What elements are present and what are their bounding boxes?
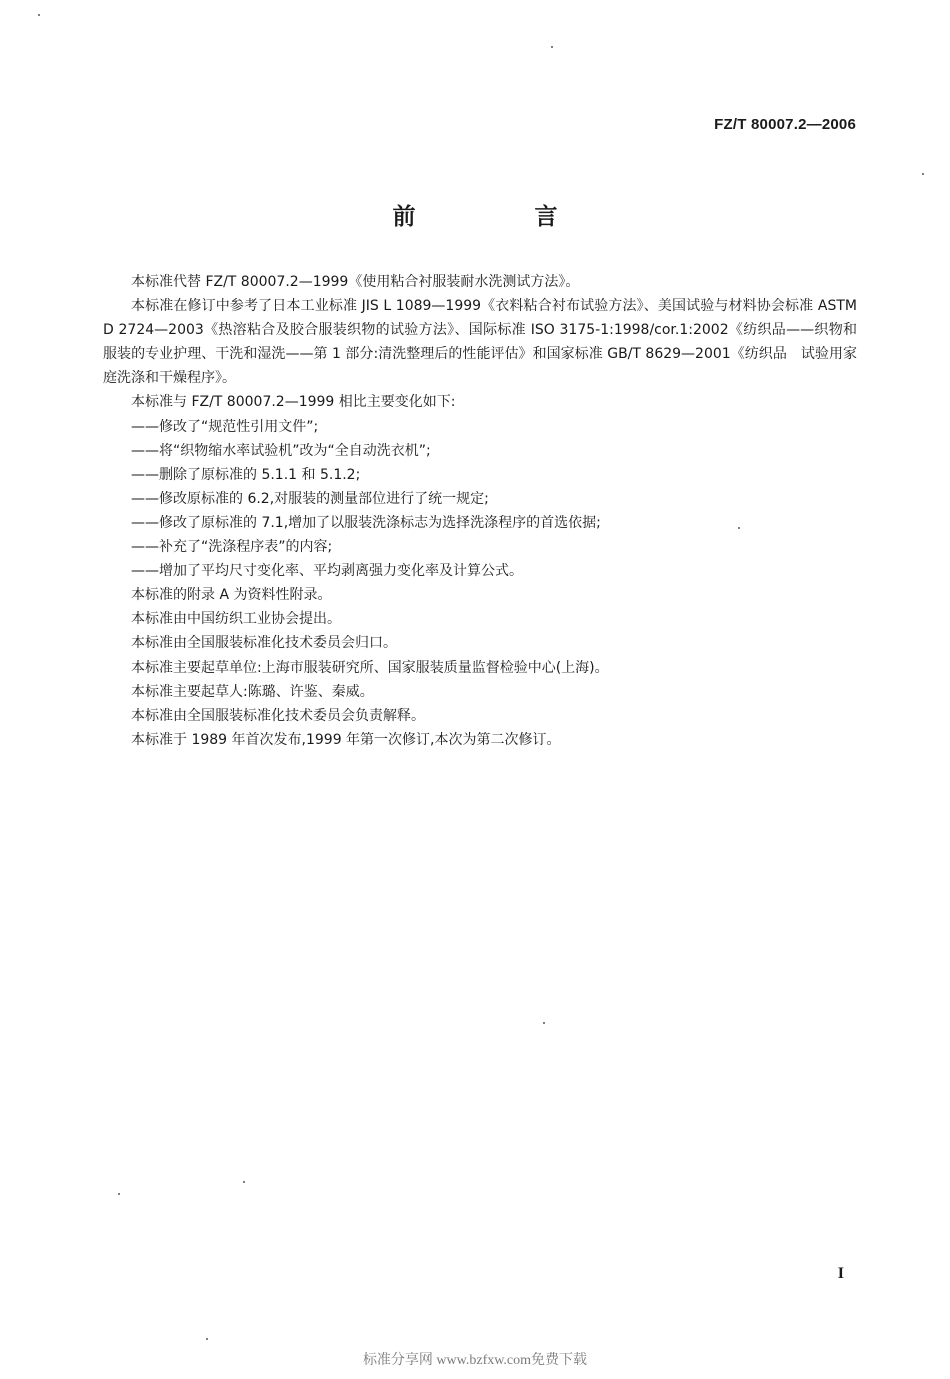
- foreword-body: [103, 270, 857, 752]
- change-item: ——删除了原标准的 5.1.1 和 5.1.2;: [131, 466, 361, 483]
- paragraph: 本标准与 FZ/T 80007.2—1999 相比主要变化如下:: [131, 394, 456, 411]
- paragraph: 本标准于 1989 年首次发布,1999 年第一次修订,本次为第二次修订。: [131, 731, 561, 748]
- scan-speck: [738, 527, 740, 529]
- paragraph: 本标准由全国服装标准化技术委员会负责解释。: [131, 707, 425, 724]
- scan-speck: [206, 1338, 208, 1340]
- scan-speck: [118, 1193, 120, 1195]
- scan-speck: [543, 1022, 545, 1024]
- standard-code: FZ/T 80007.2—2006: [714, 116, 856, 133]
- scan-speck: [243, 1181, 245, 1183]
- paragraph: 本标准的附录 A 为资料性附录。: [131, 587, 332, 604]
- change-item: ——将“织物缩水率试验机”改为“全自动洗衣机”;: [131, 442, 431, 459]
- scan-speck: [551, 46, 553, 48]
- paragraph: 本标准在修订中参考了日本工业标准 JIS L 1089—1999《衣料粘合衬布试验方法》、美国试验与材料协会标准 ASTM D 2724—2003《热溶粘合及胶合服装织物的试验方法》、国际标准 ISO 3175-1:1998/cor.1:2002《纺织品——织物和服装的专业护理、干洗和湿洗——第 1 部分:清洗整理后的性能评估》和国家标准 GB/T 8629—2001《纺织品 试验用家庭洗涤和干燥程序》。: [103, 298, 857, 387]
- change-item: ——修改了“规范性引用文件”;: [131, 418, 319, 435]
- change-item: ——修改了原标准的 7.1,增加了以服装洗涤标志为选择洗涤程序的首选依据;: [131, 514, 601, 531]
- paragraph: 本标准主要起草单位:上海市服装研究所、国家服装质量监督检验中心(上海)。: [131, 659, 609, 676]
- paragraph: 本标准主要起草人:陈璐、许鉴、秦威。: [131, 683, 374, 700]
- paragraph: 本标准代替 FZ/T 80007.2—1999《使用粘合衬服装耐水洗测试方法》。: [131, 274, 580, 290]
- change-item: ——修改原标准的 6.2,对服装的测量部位进行了统一规定;: [131, 490, 489, 507]
- scan-speck: [922, 173, 924, 175]
- paragraph: 本标准由中国纺织工业协会提出。: [131, 611, 341, 628]
- page-number: I: [837, 1265, 844, 1282]
- page-title: 前 言: [392, 204, 606, 230]
- watermark-link[interactable]: 标准分享网 www.bzfxw.com免费下载: [362, 1353, 588, 1368]
- change-item: ——补充了“洗涤程序表”的内容;: [131, 539, 333, 556]
- paragraph: 本标准由全国服装标准化技术委员会归口。: [131, 635, 397, 652]
- scan-speck: [38, 14, 40, 16]
- change-item: ——增加了平均尺寸变化率、平均剥离强力变化率及计算公式。: [131, 563, 523, 580]
